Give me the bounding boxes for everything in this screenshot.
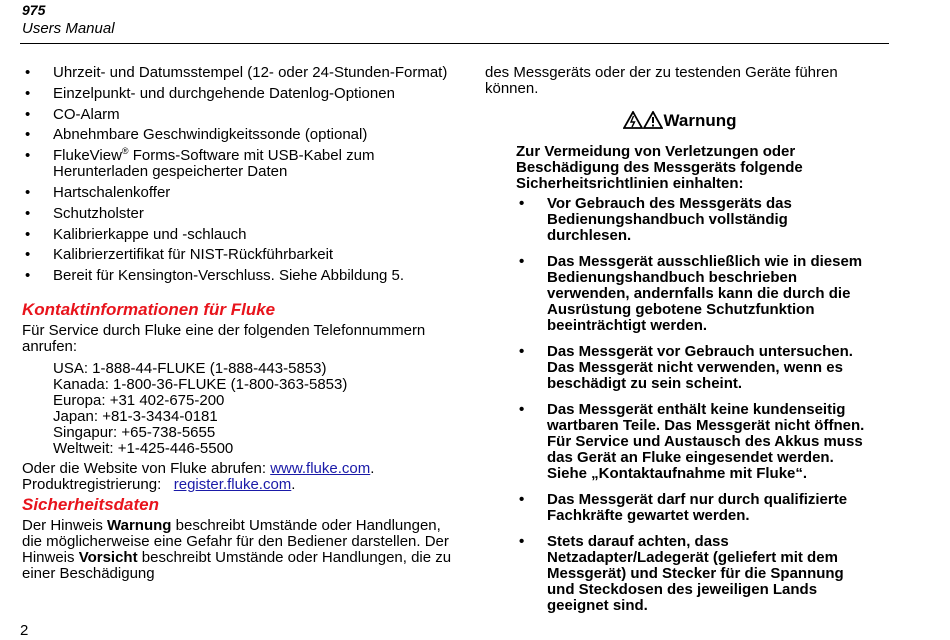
bullet-dot-icon: • xyxy=(519,343,525,360)
bullet-dot-icon: • xyxy=(25,105,31,123)
bullet-dot-icon: • xyxy=(25,183,31,201)
list-item: • Abnehmbare Geschwindigkeitssonde (optional) xyxy=(25,126,368,144)
bullet-dot-icon: • xyxy=(519,195,525,212)
list-item: • FlukeView® Forms-Software mit USB-Kabel zum Herunterladen gespeicherter Daten xyxy=(25,146,375,181)
page-number: 2 xyxy=(20,622,29,639)
list-item: • Kalibrierzertifikat für NIST-Rückführbarkeit xyxy=(25,246,334,264)
safety-paragraph: Der Hinweis Warnung beschreibt Umstände oder Handlungen, die möglicherweise eine Gefahr für den Bediener darstellen. Der Hinweis Vorsicht beschreibt Umstände oder Handlungen, die zu einer Beschädigung xyxy=(22,517,452,583)
website-link[interactable]: www.fluke.com xyxy=(270,460,371,478)
bullet-dot-icon: • xyxy=(25,267,31,285)
registration-line: Produktregistrierung: register.fluke.com. xyxy=(22,476,296,494)
bullet-dot-icon: • xyxy=(25,246,31,264)
registration-link[interactable]: register.fluke.com xyxy=(173,476,292,494)
list-item: • Schutzholster xyxy=(25,204,144,222)
bullet-dot-icon: • xyxy=(25,204,31,222)
header-divider xyxy=(20,43,889,44)
warning-list xyxy=(516,196,875,614)
warning-title xyxy=(485,111,875,131)
phone-entry: USA: 1-888-44-FLUKE (1-888-443-5853) xyxy=(53,360,327,378)
contact-heading: Kontaktinformationen für Fluke xyxy=(22,300,276,320)
phone-list xyxy=(22,361,452,457)
list-item: • Einzelpunkt- und durchgehende Datenlog-Optionen xyxy=(25,84,395,102)
list-item: • Kalibrierkappe und -schlauch xyxy=(25,225,247,243)
bullet-dot-icon: • xyxy=(25,84,31,102)
phone-entry: Singapur: +65-738-5655 xyxy=(53,424,216,442)
list-item: • Das Messgerät darf nur durch qualifizierte Fachkräfte gewartet werden. xyxy=(519,491,848,524)
bullet-dot-icon: • xyxy=(25,126,31,144)
hazard-triangle-icon xyxy=(643,111,663,130)
list-item: • Bereit für Kensington-Verschluss. Siehe Abbildung 5. xyxy=(25,267,405,285)
warning-body xyxy=(485,144,875,614)
bullet-dot-icon: • xyxy=(519,533,525,550)
bullet-dot-icon: • xyxy=(519,401,525,418)
phone-entry: Japan: +81-3-3434-0181 xyxy=(53,408,218,426)
left-column xyxy=(22,65,452,582)
list-item: • Das Messgerät enthält keine kundenseitig wartbaren Teile. Das Messgerät nicht öffnen. Für Service und Austausch des Akkus muss das Gerät an Fluke eingesendet werden. Siehe „Kontaktaufnahme mit Fluke“. xyxy=(519,401,865,482)
bullet-dot-icon: • xyxy=(519,491,525,508)
registered-mark: ® xyxy=(121,146,129,157)
phone-entry: Kanada: 1-800-36-FLUKE (1-800-363-5853) xyxy=(53,376,348,394)
list-item: • Uhrzeit- und Datumsstempel (12- oder 24-Stunden-Format) xyxy=(25,64,448,81)
bullet-dot-icon: • xyxy=(25,147,31,165)
feature-list xyxy=(22,65,452,284)
phone-entry: Weltweit: +1-425-446-5500 xyxy=(53,440,234,458)
header-model-number: 975 xyxy=(22,2,46,18)
list-item: • Hartschalenkoffer xyxy=(25,183,171,201)
list-item: • Das Messgerät vor Gebrauch untersuchen. Das Messgerät nicht verwenden, wenn es beschädigt zu sein scheint. xyxy=(519,343,853,392)
warning-title-text: Warnung xyxy=(663,111,737,130)
safety-heading: Sicherheitsdaten xyxy=(22,495,159,515)
website-line: Oder die Website von Fluke abrufen: www.fluke.com. xyxy=(22,460,375,478)
bullet-dot-icon: • xyxy=(25,225,31,243)
bullet-dot-icon: • xyxy=(25,64,31,81)
list-item: • Stets darauf achten, dass Netzadapter/Ladegerät (geliefert mit dem Messgerät) und Stecker für die Spannung und Steckdosen des jeweiligen Lands geeignet sind. xyxy=(519,533,844,614)
header-manual-title: Users Manual xyxy=(22,20,115,37)
hazard-triangle-icon xyxy=(623,111,643,130)
list-item: • CO-Alarm xyxy=(25,105,120,123)
phone-entry: Europa: +31 402-675-200 xyxy=(53,392,225,410)
list-item: • Vor Gebrauch des Messgeräts das Bedienungshandbuch vollständig durchlesen. xyxy=(519,195,792,244)
right-column xyxy=(485,65,875,624)
continuation-text: des Messgeräts oder der zu testenden Geräte führen können. xyxy=(485,64,838,97)
list-item: • Das Messgerät ausschließlich wie in diesem Bedienungshandbuch beschrieben verwenden, andernfalls kann die durch die Ausrüstung gebotene Schutzfunktion beeinträchtigt werden. xyxy=(519,253,863,334)
flukeview-name: FlukeView xyxy=(53,147,122,165)
warning-intro: Zur Vermeidung von Verletzungen oder Beschädigung des Messgeräts folgende Sicherheitsrichtlinien einhalten: xyxy=(516,143,803,192)
contact-intro: Für Service durch Fluke eine der folgenden Telefonnummern anrufen: xyxy=(22,322,426,356)
bullet-dot-icon: • xyxy=(519,253,525,270)
